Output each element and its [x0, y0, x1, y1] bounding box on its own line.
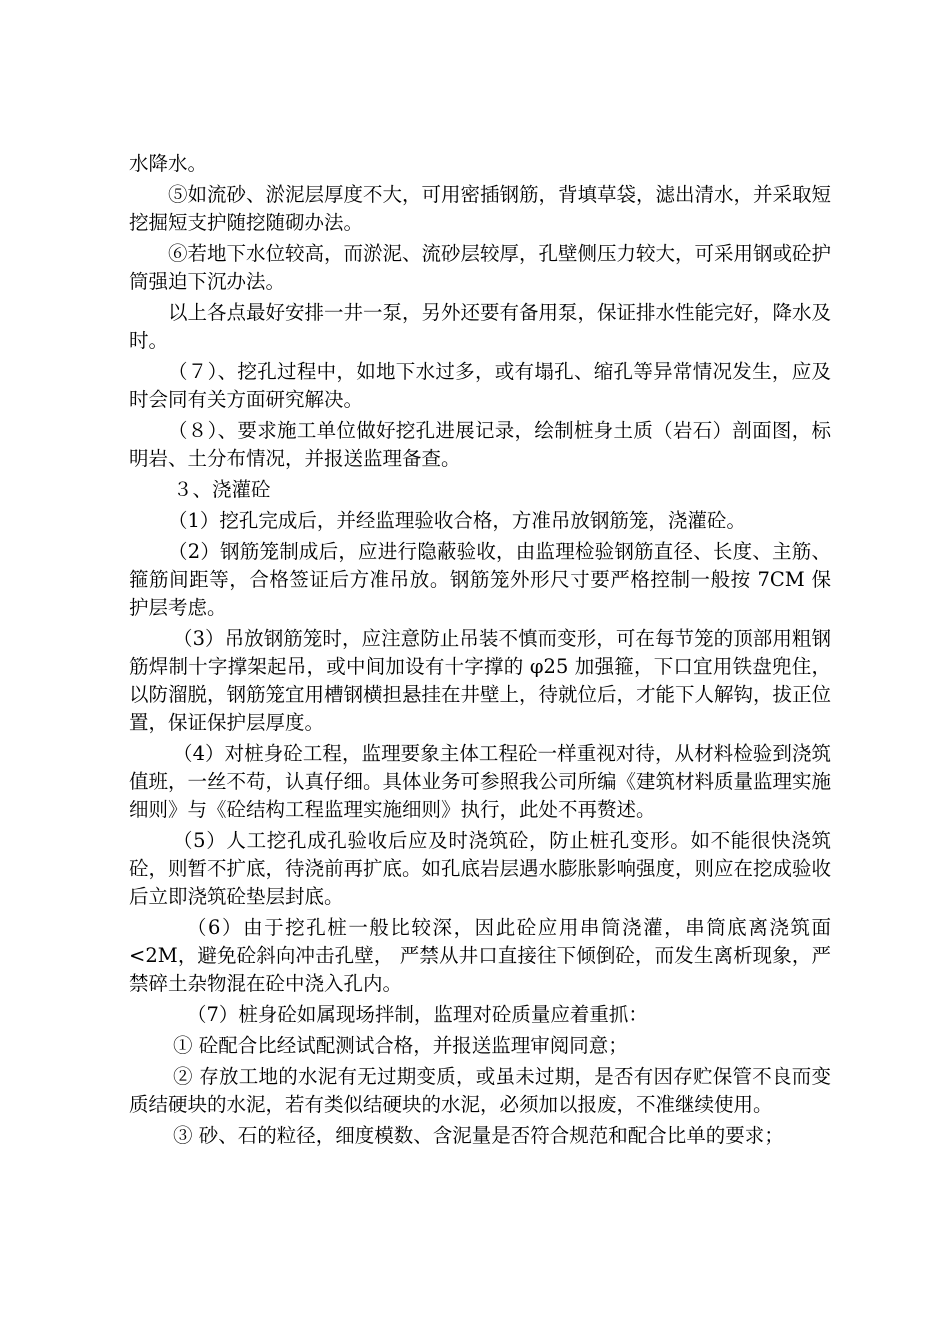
paragraph-pour-3: （3）吊放钢筋笼时，应注意防止吊装不慎而变形，可在每节笼的顶部用粗钢筋焊制十字撑架起吊，或中间加设有十字撑的 φ25 加强箍，下口宜用铁盘兜住，以防溜脱，钢筋笼宜用槽钢横担悬挂在井壁上，待就位后，才能下人解钩，拔正位置，保证保护层厚度。	[129, 627, 832, 734]
paragraph-pour-5: （5）人工挖孔成孔验收后应及时浇筑砼，防止桩孔变形。如不能很快浇筑砼，则暂不扩底，待浇前再扩底。如孔底岩层遇水膨胀影响强度，则应在挖成验收后立即浇筑砼垫层封底。	[129, 829, 832, 908]
list-item-mix-ratio: ① 砼配合比经试配测试合格，并报送监理审阅同意；	[173, 1034, 628, 1057]
paragraph-pour-4: （4）对桩身砼工程，监理要象主体工程砼一样重视对待，从材料检验到浇筑值班，一丝不苟，认真仔细。具体业务可参照我公司所编《建筑材料质量监理实施细则》与《砼结构工程监理实施细则》执行，此处不再赘述。	[129, 742, 832, 821]
paragraph-pump-note: 以上各点最好安排一井一泵，另外还要有备用泵，保证排水性能完好，降水及时。	[129, 301, 832, 352]
paragraph-item-6: ⑥若地下水位较高，而淤泥、流砂层较厚，孔壁侧压力较大，可采用钢或砼护筒强迫下沉办法。	[129, 242, 832, 293]
section-heading-pour-concrete: ３、浇灌砼	[173, 478, 271, 501]
document-body	[129, 150, 831, 1153]
paragraph-section-7: （７）、挖孔过程中，如地下水过多，或有塌孔、缩孔等异常情况发生，应及时会同有关方面研究解决。	[129, 360, 831, 411]
list-item-aggregate: ③ 砂、石的粒径，细度模数、含泥量是否符合规范和配合比单的要求；	[173, 1124, 784, 1147]
paragraph-pour-2: （2）钢筋笼制成后，应进行隐蔽验收，由监理检验钢筋直径、长度、主筋、箍筋间距等，合格签证后方准吊放。钢筋笼外形尺寸要严格控制一般按 7CM 保护层考虑。	[129, 540, 831, 619]
paragraph-pour-1: （1）挖孔完成后，并经监理验收合格，方准吊放钢筋笼，浇灌砼。	[168, 509, 746, 532]
paragraph-pour-6: （6）由于挖孔桩一般比较深，因此砼应用串筒浇灌，串筒底离浇筑面<2M，避免砼斜向冲击孔壁， 严禁从井口直接往下倾倒砼，而发生离析现象，严禁碎土杂物混在砼中浇入孔内。	[129, 916, 831, 995]
list-item-cement-storage: ② 存放工地的水泥有无过期变质，或虽未过期，是否有因存贮保管不良而变质结硬块的水泥，若有类似结硬块的水泥，必须加以报废，不准继续使用。	[129, 1065, 831, 1116]
paragraph-item-5: ⑤如流砂、淤泥层厚度不大，可用密插钢筋，背填草袋，滤出清水，并采取短挖掘短支护随挖随砌办法。	[129, 183, 832, 234]
paragraph-section-8: （８）、要求施工单位做好挖孔进展记录，绘制桩身土质（岩石）剖面图，标明岩、土分布情况，并报送监理备查。	[129, 419, 831, 470]
paragraph-continuation: 水降水。	[129, 152, 208, 175]
paragraph-pour-7: （7）桩身砼如属现场拌制，监理对砼质量应着重抓：	[187, 1003, 648, 1026]
